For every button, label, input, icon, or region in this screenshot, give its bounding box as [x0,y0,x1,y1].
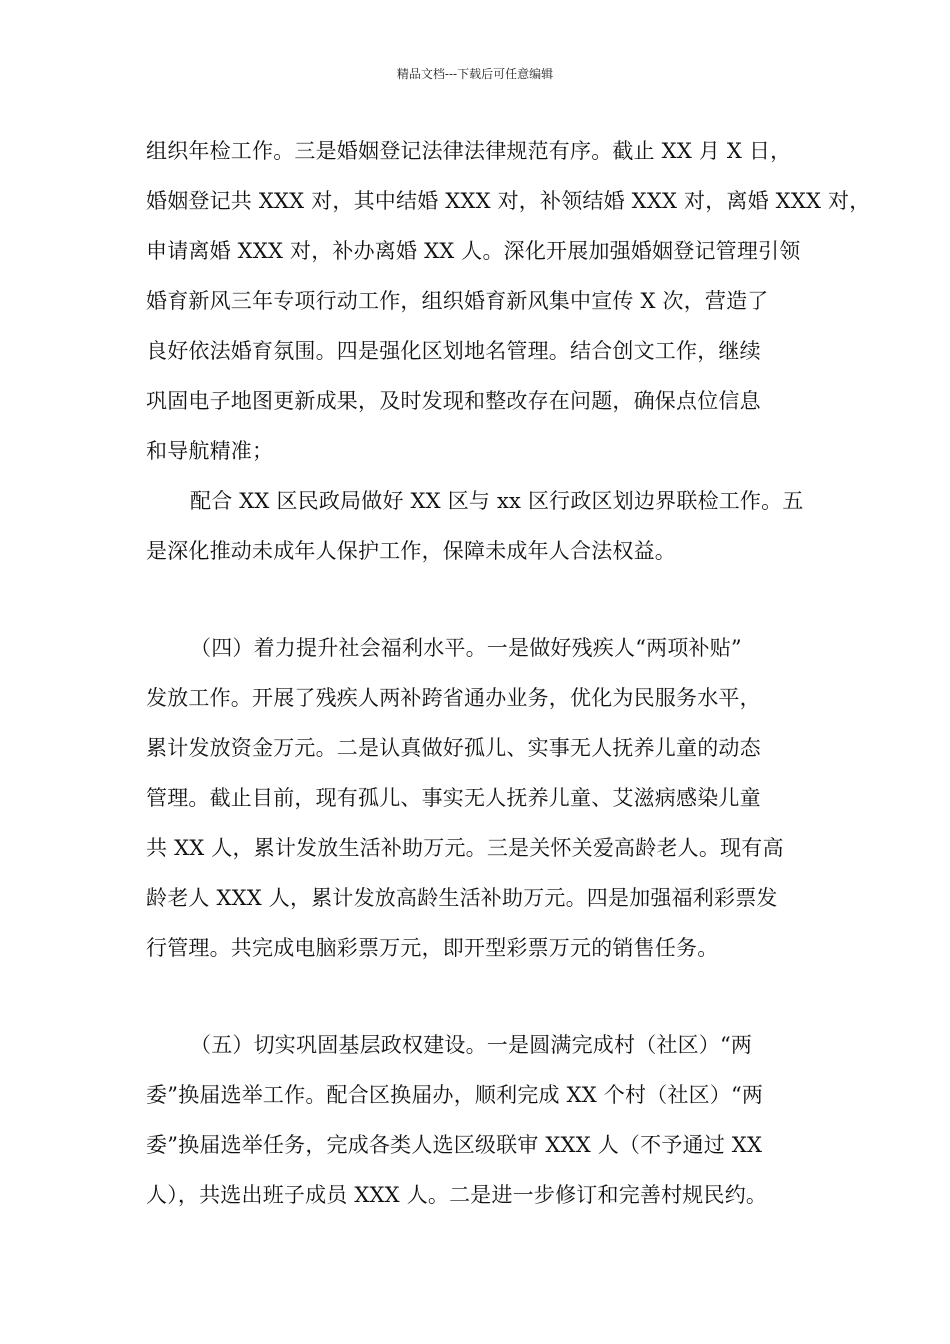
text-line: （四）着力提升社会福利水平。一是做好残疾人“两项补贴” [190,636,742,660]
text-line: 人），共选出班子成员 XXX 人。二是进一步修订和完善村规民约。 [146,1183,768,1207]
text-line: （五）切实巩固基层政权建设。一是圆满完成村（社区）“两 [190,1033,753,1057]
text-line: 婚育新风三年专项行动工作，组织婚育新风集中宣传 X 次，营造了 [146,289,769,313]
text-line: 巩固电子地图更新成果，及时发现和整改存在问题，确保点位信息 [146,389,761,413]
text-line: 婚姻登记共 XXX 对，其中结婚 XXX 对，补领结婚 XXX 对，离婚 XXX 对， [146,189,871,213]
text-line: 和导航精准； [146,439,274,463]
page-header: 精品文档---下载后可任意编辑 [396,67,554,81]
text-line: 申请离婚 XXX 对，补办离婚 XX 人。深化开展加强婚姻登记管理引领 [146,239,801,263]
text-line: 行管理。共完成电脑彩票万元，即开型彩票万元的销售任务。 [146,936,719,960]
text-line: 发放工作。开展了残疾人两补跨省通办业务，优化为民服务水平， [146,686,761,710]
text-line: 组织年检工作。三是婚姻登记法律法律规范有序。截止 XX 月 X 日， [146,139,792,163]
text-line: 龄老人 XXX 人，累计发放高龄生活补助万元。四是加强福利彩票发 [146,886,778,910]
text-line: 管理。截止目前，现有孤儿、事实无人抚养儿童、艾滋病感染儿童 [146,786,761,810]
text-line: 委”换届选举工作。配合区换届办，顺利完成 XX 个村（社区）“两 [146,1083,764,1107]
text-line: 配合 XX 区民政局做好 XX 区与 xx 区行政区划边界联检工作。五 [190,489,804,513]
text-line: 累计发放资金万元。二是认真做好孤儿、实事无人抚养儿童的动态 [146,736,761,760]
text-line: 委”换届选举任务，完成各类人选区级联审 XXX 人（不予通过 XX [146,1133,763,1157]
text-line: 共 XX 人，累计发放生活补助万元。三是关怀关爱高龄老人。现有高 [146,836,784,860]
text-line: 是深化推动未成年人保护工作，保障未成年人合法权益。 [146,539,676,563]
text-line: 良好依法婚育氛围。四是强化区划地名管理。结合创文工作，继续 [146,339,761,363]
